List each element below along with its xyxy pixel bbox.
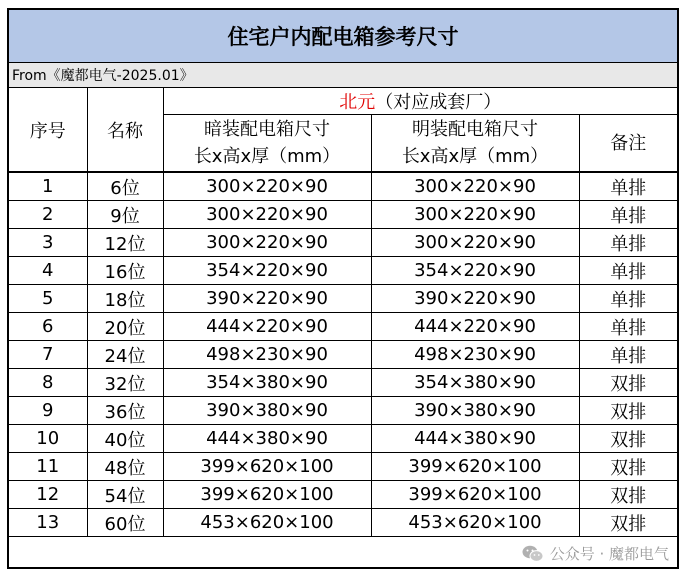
cell-concealed-size: 453×620×100: [163, 509, 371, 537]
watermark-text: 公众号 · 魔都电气: [549, 545, 669, 563]
brand-note: （对应成套厂）: [375, 92, 502, 113]
cell-surface-size: 390×380×90: [371, 397, 579, 425]
cell-name: 60位: [87, 509, 163, 537]
table-row: [9, 257, 677, 285]
cell-concealed-size: 390×380×90: [163, 397, 371, 425]
cell-seq: 12: [9, 481, 87, 509]
cell-name: 16位: [87, 257, 163, 285]
cell-remark: 双排: [579, 509, 677, 537]
cell-name: 18位: [87, 285, 163, 313]
cell-name: 20位: [87, 313, 163, 341]
header-name: 名称: [87, 88, 163, 172]
header-surface: [371, 115, 579, 173]
table-row: [9, 313, 677, 341]
watermark: [522, 543, 669, 564]
cell-concealed-size: 354×220×90: [163, 257, 371, 285]
cell-surface-size: 399×620×100: [371, 453, 579, 481]
header-brand: [163, 88, 677, 115]
header-concealed-line2: 长x高x厚（mm）: [193, 146, 341, 167]
cell-seq: 8: [9, 369, 87, 397]
cell-surface-size: 354×220×90: [371, 257, 579, 285]
cell-remark: 双排: [579, 425, 677, 453]
cell-seq: 7: [9, 341, 87, 369]
cell-name: 54位: [87, 481, 163, 509]
cell-concealed-size: 300×220×90: [163, 172, 371, 201]
cell-seq: 1: [9, 172, 87, 201]
cell-seq: 13: [9, 509, 87, 537]
table-row: [9, 425, 677, 453]
brand-name: 北元: [339, 92, 376, 113]
cell-seq: 2: [9, 201, 87, 229]
cell-remark: 单排: [579, 257, 677, 285]
cell-concealed-size: 444×220×90: [163, 313, 371, 341]
cell-concealed-size: 354×380×90: [163, 369, 371, 397]
header-surface-line2: 长x高x厚（mm）: [401, 146, 549, 167]
cell-remark: 单排: [579, 229, 677, 257]
cell-surface-size: 444×380×90: [371, 425, 579, 453]
table-row: [9, 172, 677, 201]
cell-surface-size: 390×220×90: [371, 285, 579, 313]
cell-remark: 双排: [579, 369, 677, 397]
table-row: [9, 397, 677, 425]
cell-name: 6位: [87, 172, 163, 201]
cell-name: 40位: [87, 425, 163, 453]
cell-name: 24位: [87, 341, 163, 369]
header-seq: 序号: [9, 88, 87, 172]
table-row: [9, 509, 677, 537]
cell-concealed-size: 498×230×90: [163, 341, 371, 369]
header-remark: 备注: [579, 115, 677, 173]
source-note: From《魔都电气-2025.01》: [9, 63, 677, 88]
table-row: [9, 285, 677, 313]
cell-concealed-size: 399×620×100: [163, 481, 371, 509]
cell-remark: 单排: [579, 172, 677, 201]
header-concealed: [163, 115, 371, 173]
footer-row: [9, 537, 677, 571]
cell-surface-size: 300×220×90: [371, 201, 579, 229]
cell-seq: 3: [9, 229, 87, 257]
cell-concealed-size: 300×220×90: [163, 229, 371, 257]
cell-surface-size: 300×220×90: [371, 172, 579, 201]
cell-seq: 11: [9, 453, 87, 481]
cell-seq: 10: [9, 425, 87, 453]
cell-name: 32位: [87, 369, 163, 397]
cell-remark: 单排: [579, 341, 677, 369]
cell-concealed-size: 300×220×90: [163, 201, 371, 229]
table-row: [9, 201, 677, 229]
table-row: [9, 229, 677, 257]
cell-seq: 4: [9, 257, 87, 285]
cell-surface-size: 453×620×100: [371, 509, 579, 537]
cell-name: 12位: [87, 229, 163, 257]
cell-seq: 9: [9, 397, 87, 425]
cell-seq: 6: [9, 313, 87, 341]
spreadsheet-table: [7, 8, 679, 569]
cell-remark: 单排: [579, 285, 677, 313]
cell-concealed-size: 399×620×100: [163, 453, 371, 481]
cell-surface-size: 399×620×100: [371, 481, 579, 509]
cell-name: 48位: [87, 453, 163, 481]
cell-surface-size: 300×220×90: [371, 229, 579, 257]
cell-surface-size: 498×230×90: [371, 341, 579, 369]
cell-remark: 双排: [579, 481, 677, 509]
header-surface-line1: 明装配电箱尺寸: [412, 119, 538, 140]
cell-concealed-size: 390×220×90: [163, 285, 371, 313]
table-title: 住宅户内配电箱参考尺寸: [9, 10, 677, 63]
size-table: [9, 88, 677, 537]
cell-surface-size: 444×220×90: [371, 313, 579, 341]
table-row: [9, 369, 677, 397]
cell-remark: 双排: [579, 397, 677, 425]
table-row: [9, 481, 677, 509]
table-row: [9, 341, 677, 369]
cell-remark: 双排: [579, 453, 677, 481]
cell-remark: 单排: [579, 313, 677, 341]
cell-name: 36位: [87, 397, 163, 425]
cell-surface-size: 354×380×90: [371, 369, 579, 397]
cell-remark: 单排: [579, 201, 677, 229]
wechat-icon: [522, 545, 544, 563]
cell-seq: 5: [9, 285, 87, 313]
cell-name: 9位: [87, 201, 163, 229]
cell-concealed-size: 444×380×90: [163, 425, 371, 453]
table-row: [9, 453, 677, 481]
header-concealed-line1: 暗装配电箱尺寸: [204, 119, 330, 140]
